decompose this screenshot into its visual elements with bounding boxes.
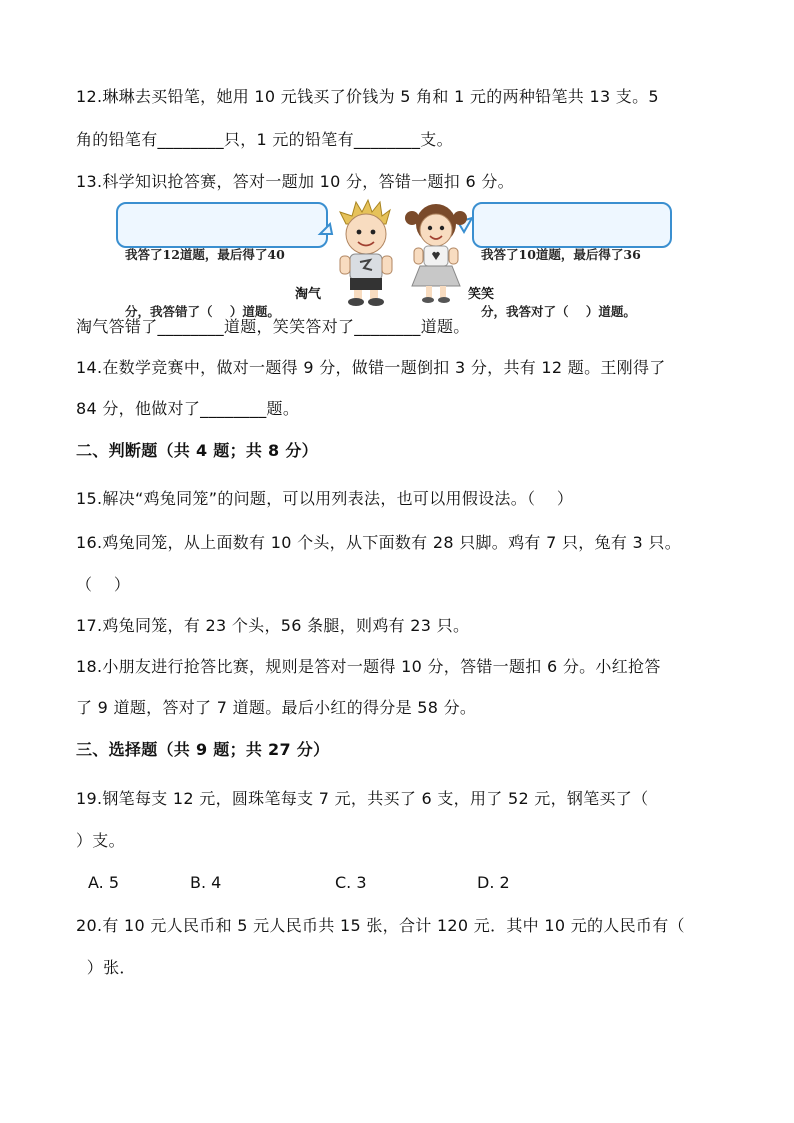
q19-option-d[interactable]: D. 2 (477, 873, 510, 892)
boy-figure (312, 198, 412, 306)
q12-line-1: 12.琳琳去买铅笔，她用 10 元钱买了价钱为 5 角和 1 元的两种铅笔共 13 支。5 (76, 87, 659, 106)
boy-name-label: 淘气 (295, 287, 322, 302)
q19-option-c[interactable]: C. 3 (335, 873, 367, 892)
q13-answer-line: 淘气答错了________道题，笑笑答对了________道题。 (76, 317, 470, 336)
section-heading-choice: 三、选择题（共 9 题；共 27 分） (76, 740, 330, 759)
q18-line-2: 了 9 道题，答对了 7 道题。最后小红的得分是 58 分。 (76, 698, 477, 717)
q19-line-1: 19.钢笔每支 12 元，圆珠笔每支 7 元，共买了 6 支，用了 52 元，钢笔买了（ (76, 789, 649, 808)
q13-illustration (116, 198, 676, 319)
q16-line-1: 16.鸡兔同笼，从上面数有 10 个头，从下面数有 28 只脚。鸡有 7 只，兔有 3 只。 (76, 533, 682, 552)
q12-line-2: 角的铅笔有________只，1 元的铅笔有________支。 (76, 130, 453, 149)
q16-line-2: （ ） (76, 575, 131, 594)
section-heading-judgment: 二、判断题（共 4 题；共 8 分） (76, 441, 318, 460)
q14-line-1: 14.在数学竞赛中，做对一题得 9 分，做错一题倒扣 3 分，共有 12 题。王刚得了 (76, 358, 666, 377)
boy-bubble-line-2: 分，我答错了（ ）道题。 (125, 304, 280, 319)
q19-option-b[interactable]: B. 4 (190, 873, 222, 892)
boy-bubble-line-1: 我答了12道题，最后得了40 (125, 247, 285, 262)
question-17: 17.鸡兔同笼，有 23 个头，56 条腿，则鸡有 23 只。 (76, 616, 470, 635)
girl-figure (398, 200, 478, 304)
q19-line-2: ）支。 (76, 831, 125, 850)
girl-name-label: 笑笑 (468, 287, 495, 302)
q14-line-2: 84 分，他做对了________题。 (76, 399, 300, 418)
q13-line-1: 13.科学知识抢答赛，答对一题加 10 分，答错一题扣 6 分。 (76, 172, 514, 191)
q20-line-1: 20.有 10 元人民币和 5 元人民币共 15 张，合计 120 元．其中 10 元的人民币有（ (76, 916, 685, 935)
question-15: 15.解决“鸡兔同笼”的问题，可以用列表法，也可以用假设法。（ ） (76, 489, 574, 508)
girl-bubble-line-1: 我答了10道题，最后得了36 (481, 247, 641, 262)
q18-line-1: 18.小朋友进行抢答比赛，规则是答对一题得 10 分，答错一题扣 6 分。小红抢答 (76, 657, 661, 676)
q19-option-a[interactable]: A. 5 (88, 873, 120, 892)
q20-line-2: ）张． (76, 958, 136, 977)
girl-bubble-line-2: 分，我答对了（ ）道题。 (481, 304, 636, 319)
